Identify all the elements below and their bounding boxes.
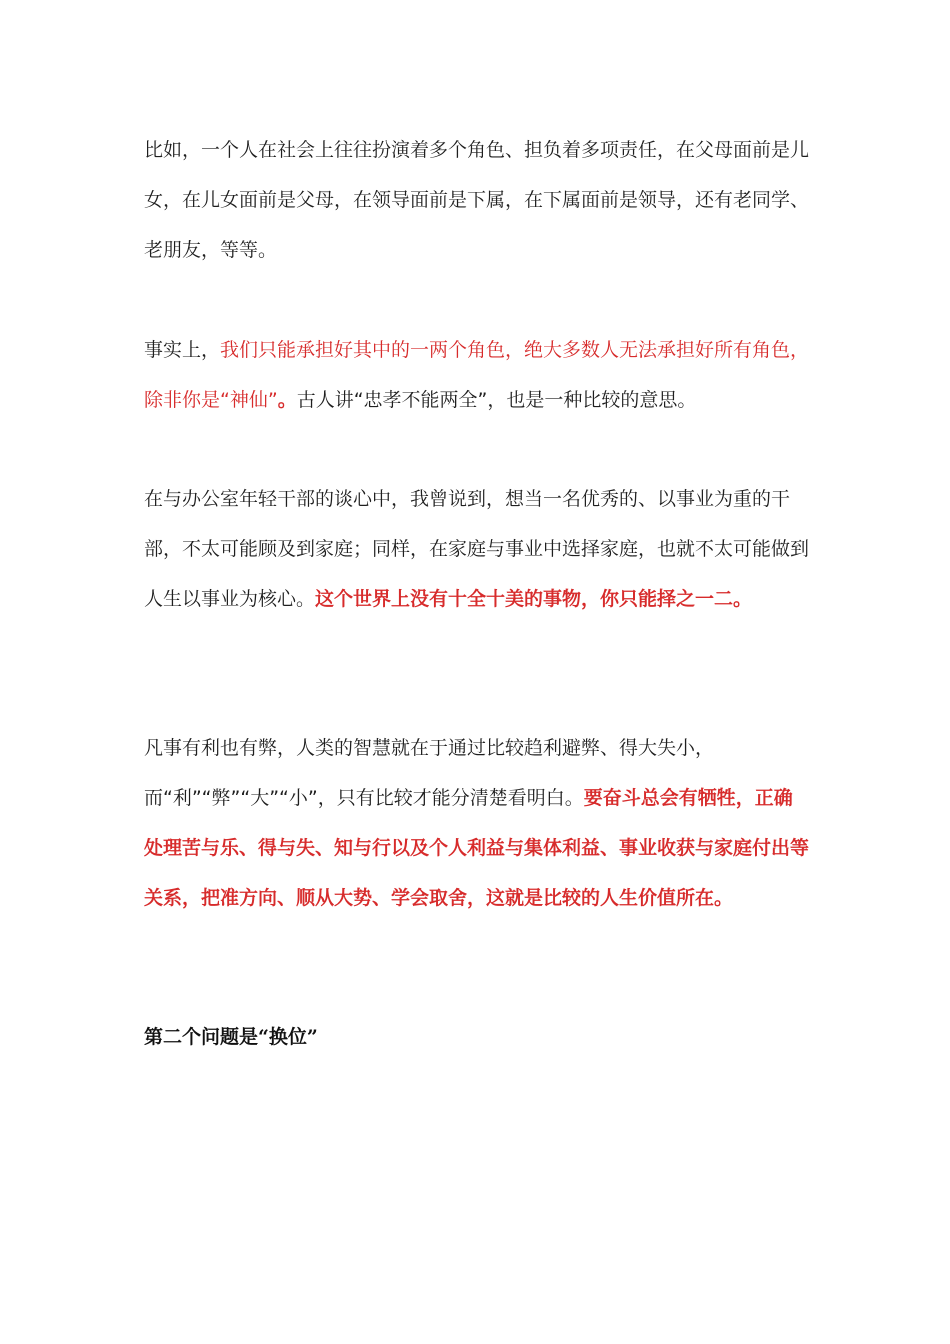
- paragraph-pros-cons-highlight: 要奋斗总会有牺牲，正确处理苦与乐、得与失、知与行以及个人利益与集体利益、事业收获与家庭付出等关系，把准方向、顺从大势、学会取舍，这就是比较的人生价值所在。: [144, 787, 810, 909]
- paragraph-talk-highlight: 这个世界上没有十全十美的事物，你只能择之一二。: [315, 588, 753, 610]
- paragraph-roles-text: 比如，一个人在社会上往往扮演着多个角色、担负着多项责任，在父母面前是儿女，在儿女面前是父母，在领导面前是下属，在下属面前是领导，还有老同学、老朋友，等等。: [144, 139, 810, 261]
- paragraph-fact-tail: 古人讲“忠孝不能两全”，也是一种比较的意思。: [296, 389, 697, 411]
- paragraph-fact-highlight: 我们只能承担好其中的一两个角色，绝大多数人无法承担好所有角色，除非你是“神仙”: [144, 339, 810, 411]
- paragraph-fact-period: 。: [277, 389, 297, 411]
- paragraph-roles: [144, 125, 810, 275]
- paragraph-talk-text: 在与办公室年轻干部的谈心中，我曾说到，想当一名优秀的、以事业为重的干部，不太可能顾及到家庭；同样，在家庭与事业中选择家庭，也就不太可能做到人生以事业为核心。: [144, 488, 810, 610]
- paragraph-talk: [144, 474, 810, 624]
- paragraph-pros-cons: [144, 723, 810, 923]
- paragraph-pros-cons-text: 凡事有利也有弊，人类的智慧就在于通过比较趋利避弊、得大失小，而“利”“弊”“大”“小”，只有比较才能分清楚看明白。: [144, 737, 715, 809]
- section-heading: 第二个问题是“换位”: [144, 1026, 318, 1048]
- paragraph-fact-lead: 事实上，: [144, 339, 221, 361]
- paragraph-fact: [144, 325, 810, 425]
